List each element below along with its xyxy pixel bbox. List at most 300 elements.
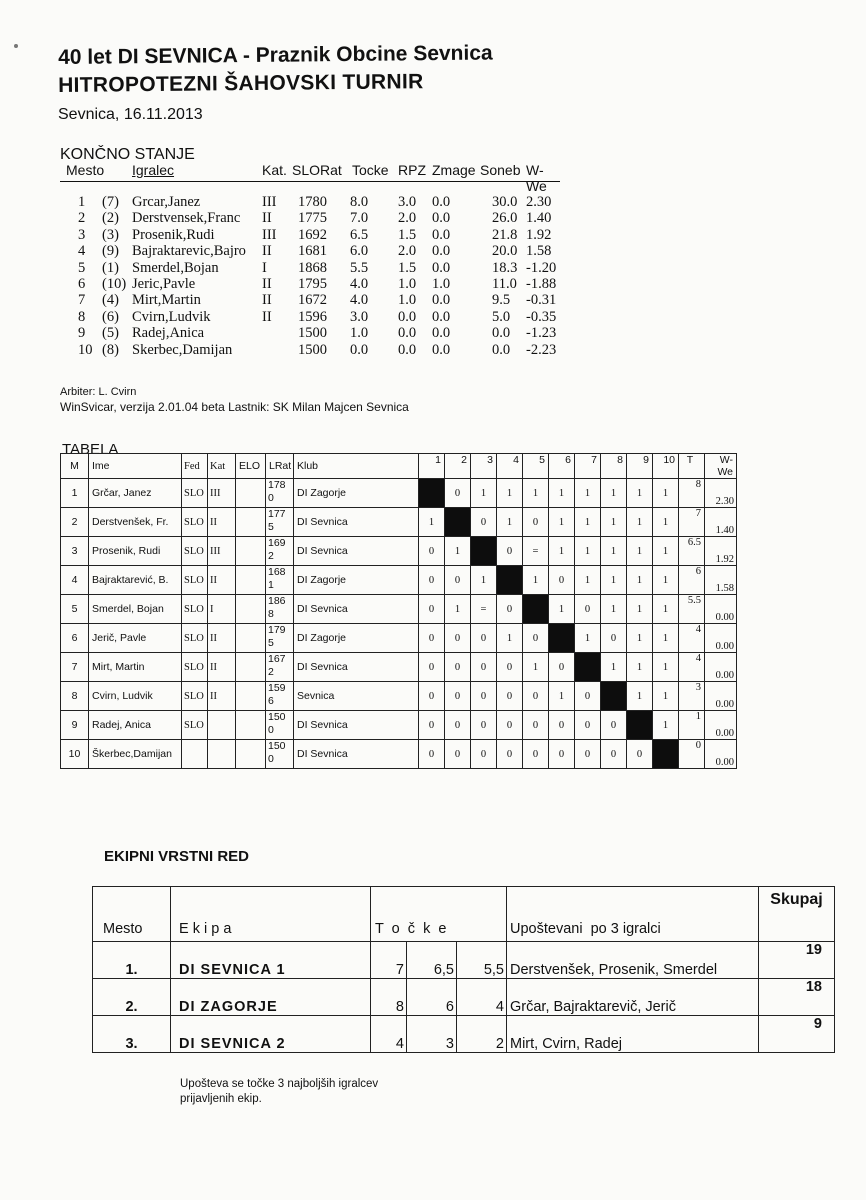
standings-no: (4) (102, 292, 119, 309)
crosstable-result: 1 (497, 624, 523, 653)
crosstable-result: 1 (653, 479, 679, 508)
crosstable-result: 0 (497, 711, 523, 740)
standings-no: (6) (102, 308, 119, 325)
crosstable-header-lrat: LRat (266, 454, 294, 479)
crosstable-result: 0 (523, 740, 549, 769)
team-total: 18 (759, 979, 835, 1016)
crosstable-result: 0 (497, 595, 523, 624)
standings-place: 2 (78, 210, 86, 227)
crosstable-fed: SLO (182, 711, 208, 740)
standings-name: Jeric,Pavle (132, 275, 196, 292)
team-points-3: 4 (457, 979, 507, 1016)
crosstable-lrat-line1: 177 (268, 508, 286, 520)
crosstable-result: 0 (575, 740, 601, 769)
crosstable-lrat-line1: 159 (268, 682, 286, 694)
crosstable-name: Grčar, Janez (89, 479, 182, 508)
crosstable-wwe: 0.00 (705, 624, 737, 653)
crosstable-wwe: 1.40 (705, 508, 737, 537)
team-points-1: 8 (371, 979, 407, 1016)
crosstable-result: 1 (627, 537, 653, 566)
crosstable-m: 6 (61, 624, 89, 653)
crosstable-result: 0 (445, 653, 471, 682)
standings-rating: 1681 (298, 243, 327, 260)
crosstable-result: 0 (497, 682, 523, 711)
crosstable-result: 1 (653, 537, 679, 566)
team-name: DI SEVNICA 2 (171, 1016, 371, 1053)
crosstable-result: 0 (575, 595, 601, 624)
crosstable-kat: II (208, 566, 236, 595)
crosstable-diagonal-cell (653, 740, 679, 769)
crosstable-m: 1 (61, 479, 89, 508)
standings-wins: 0.0 (432, 194, 451, 210)
crosstable-diagonal-cell (419, 479, 445, 508)
crosstable-result: 1 (627, 653, 653, 682)
standings-name: Radej,Anica (132, 325, 205, 342)
crosstable-m: 10 (61, 740, 89, 769)
standings-wwe: 1.92 (526, 226, 552, 243)
crosstable-result: 0 (445, 740, 471, 769)
crosstable-lrat (266, 682, 294, 711)
crosstable-fed: SLO (182, 479, 208, 508)
standings-row (60, 325, 580, 341)
crosstable-result: 1 (575, 479, 601, 508)
crosstable-name: Bajraktarević, B. (89, 566, 182, 595)
crosstable-diagonal-cell (445, 508, 471, 537)
crosstable-header-t: T (679, 454, 705, 479)
crosstable-m: 5 (61, 595, 89, 624)
crosstable-kat: II (208, 508, 236, 537)
team-name: DI ZAGORJE (171, 979, 371, 1016)
standings-wwe: 2.30 (526, 194, 552, 210)
crosstable-result: 0 (497, 653, 523, 682)
standings-row (60, 309, 580, 325)
crosstable-lrat-line2: 2 (268, 666, 274, 678)
crosstable-result: 0 (419, 740, 445, 769)
crosstable-result: 0 (445, 711, 471, 740)
crosstable-row (61, 682, 737, 711)
standings-rpz: 1.0 (398, 292, 417, 309)
crosstable-row (61, 595, 737, 624)
standings-rating: 1692 (298, 226, 327, 243)
crosstable-row (61, 479, 737, 508)
crosstable-row (61, 566, 737, 595)
standings-no: (10) (102, 275, 127, 292)
col-player: Igralec (132, 162, 175, 178)
standings-no: (3) (102, 226, 119, 243)
crosstable-header-klub: Klub (294, 454, 419, 479)
crosstable-header-round: 1 (419, 454, 445, 479)
crosstable-wwe: 0.00 (705, 653, 737, 682)
punch-hole-mark (14, 44, 18, 48)
standings-name: Grcar,Janez (132, 194, 201, 210)
standings-name: Bajraktarevic,Bajro (132, 243, 246, 260)
standings-rating: 1672 (298, 292, 327, 309)
team-points-2: 6 (407, 979, 457, 1016)
crosstable-lrat-line2: 5 (268, 521, 274, 533)
crosstable-lrat-line1: 179 (268, 624, 286, 636)
crosstable-elo (236, 508, 266, 537)
crosstable-lrat-line2: 5 (268, 637, 274, 649)
standings-sb: 21.8 (492, 226, 518, 243)
standings-points: 7.0 (350, 210, 369, 227)
team-total: 19 (759, 942, 835, 979)
standings-place: 7 (78, 292, 86, 309)
col-rpz: RPZ (398, 162, 426, 178)
crosstable-name: Radej, Anica (89, 711, 182, 740)
crosstable-wwe: 1.58 (705, 566, 737, 595)
team-players: Mirt, Cvirn, Radej (507, 1016, 759, 1053)
crosstable-header-round: 10 (653, 454, 679, 479)
crosstable-m: 3 (61, 537, 89, 566)
standings-place: 10 (78, 341, 93, 358)
standings-rpz: 0.0 (398, 308, 417, 325)
crosstable-diagonal-cell (523, 595, 549, 624)
crosstable-result: 1 (653, 653, 679, 682)
standings-no: (8) (102, 341, 119, 358)
team-points-2: 3 (407, 1016, 457, 1053)
crosstable-result: 1 (653, 682, 679, 711)
crosstable-header-m: M (61, 454, 89, 479)
crosstable-row (61, 653, 737, 682)
crosstable-result: 1 (627, 595, 653, 624)
crosstable-header-round: 3 (471, 454, 497, 479)
crosstable-fed: SLO (182, 595, 208, 624)
crosstable-result: 1 (549, 595, 575, 624)
crosstable-result: 0 (471, 682, 497, 711)
crosstable-name: Prosenik, Rudi (89, 537, 182, 566)
standings-wins: 0.0 (432, 259, 451, 276)
standings-name: Cvirn,Ludvik (132, 308, 211, 325)
standings-name: Prosenik,Rudi (132, 226, 215, 243)
crosstable-header-elo: ELO (236, 454, 266, 479)
crosstable-name: Cvirn, Ludvik (89, 682, 182, 711)
crosstable-header-round: 6 (549, 454, 575, 479)
crosstable-result: 0 (497, 740, 523, 769)
crosstable-result: 0 (445, 479, 471, 508)
crosstable-result: 1 (419, 508, 445, 537)
crosstable-result: 1 (601, 479, 627, 508)
crosstable-result: 1 (653, 624, 679, 653)
standings-place: 4 (78, 243, 86, 260)
crosstable-result: 0 (419, 711, 445, 740)
crosstable-result: 0 (601, 624, 627, 653)
standings-wwe: 1.58 (526, 243, 552, 260)
crosstable-total: 4 (679, 653, 705, 682)
crosstable-result: 1 (445, 595, 471, 624)
standings-cat: II (262, 210, 272, 227)
crosstable-result: 0 (575, 682, 601, 711)
crosstable-result: 1 (627, 508, 653, 537)
crosstable-elo (236, 479, 266, 508)
crosstable-klub: DI Sevnica (294, 740, 419, 769)
crosstable-klub: DI Zagorje (294, 566, 419, 595)
crosstable-result: 0 (419, 595, 445, 624)
place-date: Sevnica, 16.11.2013 (58, 106, 203, 123)
standings-wwe: 1.40 (526, 210, 552, 227)
standings-wins: 0.0 (432, 243, 451, 260)
crosstable-result: 1 (627, 682, 653, 711)
crosstable-total: 0 (679, 740, 705, 769)
standings-cat: II (262, 292, 272, 309)
standings-rating: 1596 (298, 308, 327, 325)
standings-rpz: 1.5 (398, 259, 417, 276)
crosstable-result: 1 (445, 537, 471, 566)
crosstable-total: 1 (679, 711, 705, 740)
team-points-3: 2 (457, 1016, 507, 1053)
standings-no: (2) (102, 210, 119, 227)
crosstable-row (61, 740, 737, 769)
crosstable-row (61, 711, 737, 740)
crosstable-lrat-line1: 150 (268, 740, 286, 752)
crosstable-result: 0 (549, 711, 575, 740)
crosstable-header-round: 9 (627, 454, 653, 479)
crosstable-result: 1 (575, 537, 601, 566)
crosstable-result: 1 (627, 566, 653, 595)
crosstable-lrat-line1: 178 (268, 479, 286, 491)
software-credit: WinSvicar, verzija 2.01.04 beta Lastnik: SK Milan Majcen Sevnica (60, 400, 409, 414)
page-title: 40 let DI SEVNICA - Praznik Obcine Sevnica (58, 41, 493, 69)
crosstable-header-round: 8 (601, 454, 627, 479)
crosstable-header-wwe: W-We (705, 454, 737, 479)
crosstable-lrat (266, 508, 294, 537)
standings-cat: II (262, 308, 272, 325)
standings-rpz: 1.0 (398, 275, 417, 292)
crosstable-header-fed: Fed (182, 454, 208, 479)
standings-no: (9) (102, 243, 119, 260)
crosstable-lrat-line1: 150 (268, 711, 286, 723)
team-name: DI SEVNICA 1 (171, 942, 371, 979)
crosstable-result: 1 (653, 508, 679, 537)
crosstable-result: = (471, 595, 497, 624)
standings-wins: 0.0 (432, 226, 451, 243)
standings-points: 3.0 (350, 308, 369, 325)
crosstable-lrat (266, 624, 294, 653)
crosstable-lrat-line2: 0 (268, 492, 274, 504)
crosstable-name: Derstvenšek, Fr. (89, 508, 182, 537)
crosstable-header-kat: Kat (208, 454, 236, 479)
standings-rpz: 2.0 (398, 243, 417, 260)
standings-no: (7) (102, 194, 119, 210)
crosstable-lrat-line1: 168 (268, 566, 286, 578)
team-players: Derstvenšek, Prosenik, Smerdel (507, 942, 759, 979)
crosstable-elo (236, 740, 266, 769)
crosstable-total: 4 (679, 624, 705, 653)
standings-cat: III (262, 226, 277, 243)
standings-sb: 30.0 (492, 194, 518, 210)
crosstable-kat: II (208, 682, 236, 711)
standings-rpz: 1.5 (398, 226, 417, 243)
crosstable-elo (236, 653, 266, 682)
crosstable-diagonal-cell (497, 566, 523, 595)
crosstable-diagonal-cell (601, 682, 627, 711)
crosstable-name: Jerič, Pavle (89, 624, 182, 653)
crosstable-result: 1 (653, 595, 679, 624)
crosstable-result: 0 (497, 537, 523, 566)
crosstable-fed (182, 740, 208, 769)
crosstable-klub: Sevnica (294, 682, 419, 711)
standings-sb: 5.0 (492, 308, 511, 325)
standings-row (60, 194, 580, 210)
crosstable-header-round: 5 (523, 454, 549, 479)
crosstable-diagonal-cell (575, 653, 601, 682)
crosstable-m: 8 (61, 682, 89, 711)
crosstable-result: 0 (445, 566, 471, 595)
team-row (93, 1016, 835, 1053)
crosstable-header-round: 4 (497, 454, 523, 479)
standings-wins: 0.0 (432, 308, 451, 325)
crosstable-result: 1 (575, 624, 601, 653)
col-sb: Soneb (480, 162, 521, 178)
standings-points: 6.5 (350, 226, 369, 243)
col-cat: Kat. (262, 162, 287, 178)
crosstable-lrat-line2: 2 (268, 550, 274, 562)
standings-sb: 0.0 (492, 325, 511, 342)
crosstable-result: 0 (601, 711, 627, 740)
crosstable-m: 2 (61, 508, 89, 537)
standings-rating: 1780 (298, 194, 327, 210)
crosstable-result: 1 (471, 566, 497, 595)
team-ranking-heading: EKIPNI VRSTNI RED (104, 848, 250, 865)
crosstable-header-round: 2 (445, 454, 471, 479)
crosstable-row (61, 537, 737, 566)
team-place: 2. (93, 979, 171, 1016)
crosstable-fed: SLO (182, 537, 208, 566)
arbiter: Arbiter: L. Cvirn (60, 386, 137, 398)
team-points-2: 6,5 (407, 942, 457, 979)
crosstable-row (61, 508, 737, 537)
team-total: 9 (759, 1016, 835, 1053)
standings-row (60, 243, 580, 259)
crosstable-kat (208, 740, 236, 769)
crosstable-result: 1 (653, 711, 679, 740)
crosstable-header-name: Ime (89, 454, 182, 479)
standings-wins: 0.0 (432, 210, 451, 227)
crosstable-result: 1 (575, 508, 601, 537)
team-place: 3. (93, 1016, 171, 1053)
crosstable-result: 1 (601, 653, 627, 682)
crosstable-lrat (266, 479, 294, 508)
crosstable-lrat-line1: 167 (268, 653, 286, 665)
crosstable-diagonal-cell (471, 537, 497, 566)
standings-place: 1 (78, 194, 86, 210)
standings-place: 9 (78, 325, 86, 342)
crosstable-lrat (266, 653, 294, 682)
standings-wwe: -0.31 (526, 292, 557, 309)
crosstable-lrat (266, 711, 294, 740)
standings-cat: I (262, 259, 267, 276)
crosstable-m: 7 (61, 653, 89, 682)
crosstable-klub: DI Zagorje (294, 479, 419, 508)
crosstable-lrat (266, 537, 294, 566)
team-points-3: 5,5 (457, 942, 507, 979)
team-ranking-note: Upošteva se točke 3 najboljših igralcev prijavljenih ekip. (180, 1078, 379, 1105)
crosstable-result: 0 (471, 508, 497, 537)
standings-wins: 0.0 (432, 325, 451, 342)
standings-place: 6 (78, 275, 86, 292)
standings-points: 4.0 (350, 275, 369, 292)
crosstable-kat: II (208, 624, 236, 653)
crosstable-result: 0 (549, 653, 575, 682)
crosstable-fed: SLO (182, 566, 208, 595)
crosstable-lrat-line1: 169 (268, 537, 286, 549)
crosstable-m: 9 (61, 711, 89, 740)
crosstable-kat: III (208, 537, 236, 566)
team-points-1: 7 (371, 942, 407, 979)
crosstable-wwe: 2.30 (705, 479, 737, 508)
crosstable-klub: DI Sevnica (294, 711, 419, 740)
standings-cat: II (262, 243, 272, 260)
standings-points: 0.0 (350, 341, 369, 358)
crosstable-klub: DI Sevnica (294, 508, 419, 537)
crosstable-result: 0 (575, 711, 601, 740)
standings-rating: 1500 (298, 325, 327, 342)
crosstable-result: 1 (575, 566, 601, 595)
standings-row (60, 276, 580, 292)
crosstable-wwe: 0.00 (705, 711, 737, 740)
standings-wwe: -2.23 (526, 341, 557, 358)
standings-rpz: 3.0 (398, 194, 417, 210)
crosstable-fed: SLO (182, 653, 208, 682)
standings-sb: 0.0 (492, 341, 511, 358)
crosstable-result: 0 (549, 566, 575, 595)
standings-rating: 1795 (298, 275, 327, 292)
standings-wwe: -1.20 (526, 259, 557, 276)
crosstable-result: 0 (627, 740, 653, 769)
standings-points: 6.0 (350, 243, 369, 260)
crosstable-result: 0 (549, 740, 575, 769)
standings-cat: III (262, 194, 277, 210)
crosstable-result: 0 (471, 624, 497, 653)
standings-rating: 1868 (298, 259, 327, 276)
standings-row (60, 260, 580, 276)
standings-sb: 18.3 (492, 259, 518, 276)
crosstable-total: 8 (679, 479, 705, 508)
crosstable-result: 1 (523, 566, 549, 595)
team-row (93, 979, 835, 1016)
standings-no: (1) (102, 259, 119, 276)
crosstable-klub: DI Sevnica (294, 537, 419, 566)
crosstable-kat: I (208, 595, 236, 624)
team-players: Grčar, Bajraktarevič, Jerič (507, 979, 759, 1016)
team-ranking-table (92, 886, 835, 1053)
crosstable-result: 0 (523, 682, 549, 711)
team-header-team: E k i p a (171, 887, 371, 942)
crosstable-elo (236, 537, 266, 566)
crosstable-name: Mirt, Martin (89, 653, 182, 682)
crosstable-result: 0 (471, 653, 497, 682)
standings-place: 8 (78, 308, 86, 325)
standings-rpz: 0.0 (398, 325, 417, 342)
tournament-title: HITROPOTEZNI ŠAHOVSKI TURNIR (58, 70, 424, 97)
col-points: Tocke (352, 162, 389, 178)
col-wwe: W-We (526, 162, 547, 194)
crosstable-result: 1 (523, 479, 549, 508)
crosstable-result: 1 (627, 479, 653, 508)
crosstable-result: 0 (471, 740, 497, 769)
team-header-players: Upoštevani po 3 igralci (507, 887, 759, 942)
crosstable-result: 1 (549, 682, 575, 711)
crosstable-lrat-line2: 6 (268, 695, 274, 707)
crosstable-result: 1 (601, 508, 627, 537)
crosstable-result: 1 (523, 653, 549, 682)
crosstable-wwe: 0.00 (705, 682, 737, 711)
crosstable (60, 453, 737, 769)
crosstable-fed: SLO (182, 682, 208, 711)
team-header-place: Mesto (93, 887, 171, 942)
standings-sb: 9.5 (492, 292, 511, 309)
crosstable-klub: DI Sevnica (294, 595, 419, 624)
crosstable-header-round: 7 (575, 454, 601, 479)
